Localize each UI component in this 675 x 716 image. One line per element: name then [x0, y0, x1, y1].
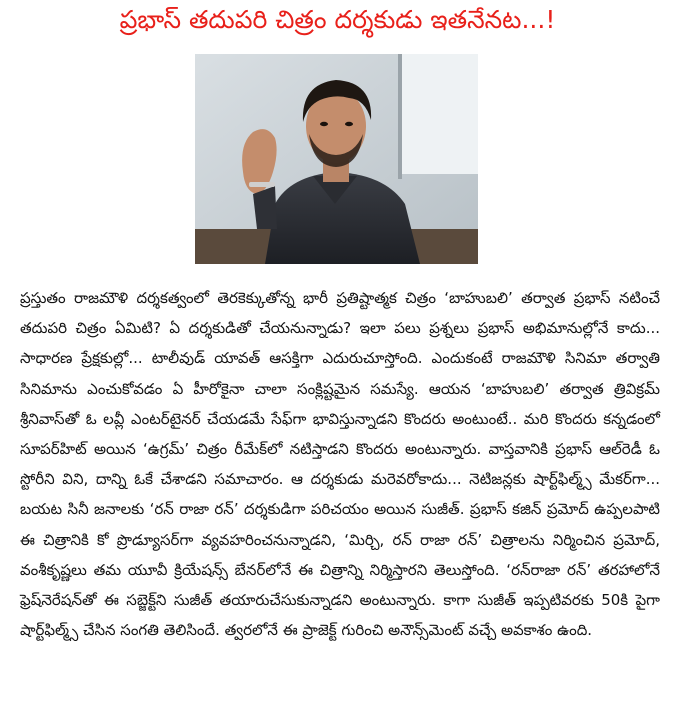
article-headline: ప్రభాస్ తదుపరి చిత్రం దర్శకుడు ఇతనేనట...!: [119, 5, 556, 34]
article-body: [20, 283, 660, 645]
portrait-photo-icon: [195, 54, 478, 264]
portrait-photo: [195, 54, 478, 264]
article-paragraph: ప్రస్తుతం రాజమౌళి దర్శకత్వంలో తెరకెక్కుతోన్న భారీ ప్రతిష్టాత్మక చిత్రం ‘బాహుబలి’ తర్వాత ప్రభాస్ నటించే తదుపరి చిత్రం ఏమిటి? ఏ దర్శకుడితో చేయనున్నాడు? ఇలా పలు ప్రశ్నలు ప్రభాస్ అభిమానుల్లోనే కాదు... సాధారణ ప్రేక్షకుల్లో... టాలీవుడ్ యావత్ ఆసక్తిగా ఎదురుచూస్తోంది. ఎందుకంటే రాజమౌళి సినిమా తర్వాతి సినిమాను ఎంచుకోవడం ఏ హీరోకైనా చాలా సంక్లిష్టమైన సమస్యే. ఆయన ‘బాహుబలి’ తర్వాత త్రివిక్రమ్ శ్రీనివాస్‌తో ఓ లవ్లీ ఎంటర్‌టైనర్ చేయడమే సేఫ్‌గా భావిస్తున్నాడని కొందరు అంటుంటే.. మరి కొందరు కన్నడంలో సూపర్‌హిట్ అయిన ‘ఉగ్రమ్’ చిత్రం రీమేక్‌లో నటిస్తాడని కొందరు అంటున్నారు. వాస్తవానికి ప్రభాస్ ఆల్‌రెడీ ఓ స్టోరీని విని, దాన్ని ఓకే చేశాడని సమాచారం. ఆ దర్శకుడు మరెవరోకాదు... నెటిజన్లకు షార్ట్‌ఫిల్మ్స్ మేకర్‌గా... బయట సినీ జనాలకు ‘రన్ రాజా రన్’ దర్శకుడిగా పరిచయం అయిన సుజీత్. ప్రభాస్ కజిన్ ప్రమోద్ ఉప్పలపాటి ఈ చిత్రానికి కో ప్రొడ్యూసర్‌గా వ్యవహరించనున్నాడని, ‘మిర్చి, రన్ రాజా రన్’ చిత్రాలను నిర్మించిన ప్రమోద్, వంశీకృష్ణలు తమ యూవీ క్రియేషన్స్ బేనర్‌లోనే ఈ చిత్రాన్ని నిర్మిస్తారని తెలుస్తోంది. ‘రన్‌రాజా రన్’ తరహాలోనే ఫ్రెష్‌నెరేషన్‌తో ఈ సబ్జెక్ట్‌ని సుజీత్ తయారుచేసుకున్నాడని అంటున్నారు. కాగా సుజీత్ ఇప్పటివరకు 50కి పైగా షార్ట్‌ఫిల్మ్స్ చేసిన సంగతి తెలిసిందే. త్వరలోనే ఈ ప్రాజెక్ట్ గురించి అనౌన్స్‌మెంట్ వచ్చే అవకాశం ఉంది.: [20, 289, 660, 640]
